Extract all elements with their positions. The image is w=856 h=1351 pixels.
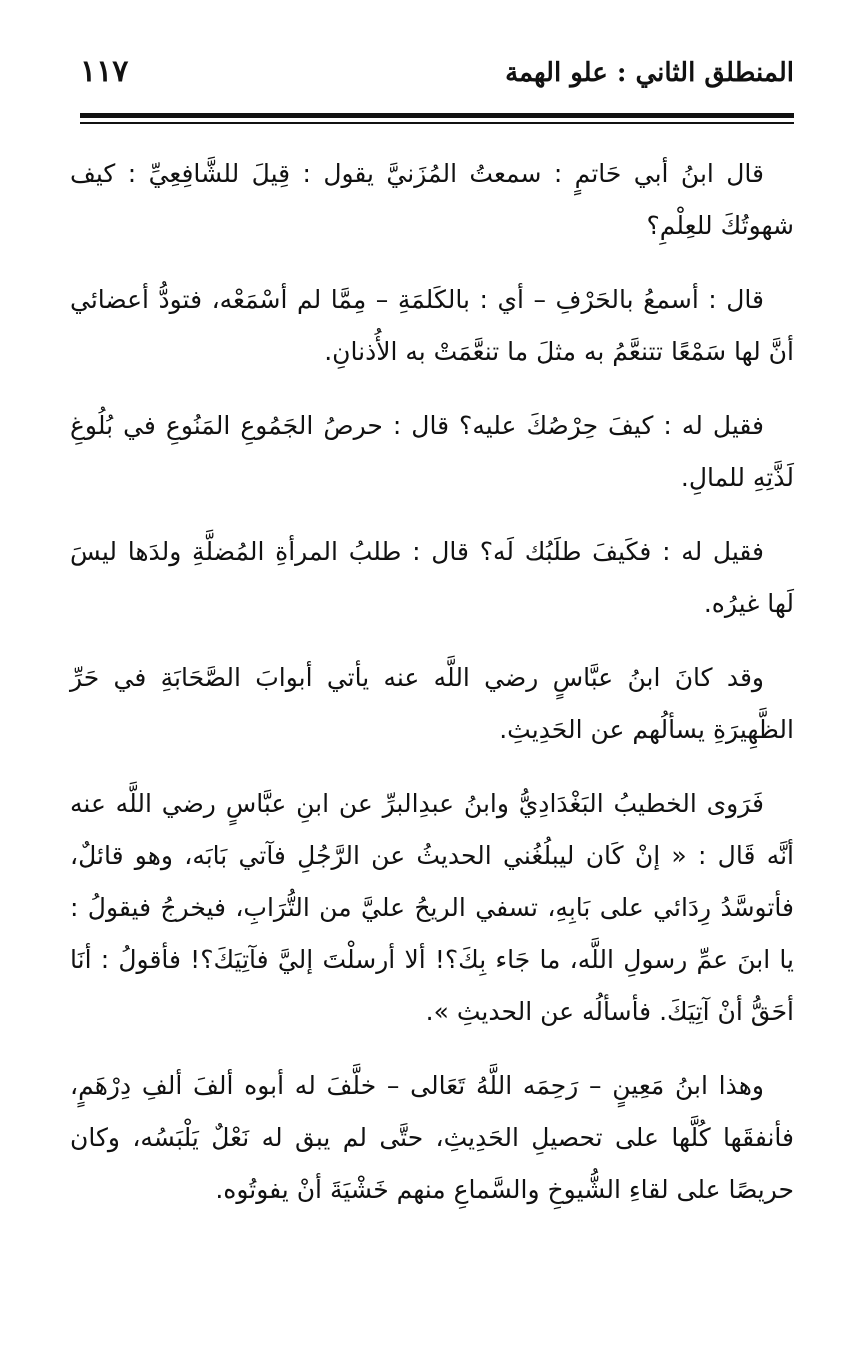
page-header: [80, 52, 794, 102]
running-title: المنطلق الثاني : علو الهمة: [505, 58, 794, 88]
paragraph: فقيل له : فكَيفَ طلَبُك لَه؟ قال : طلبُ المرأةِ المُضلَّةِ ولدَها ليسَ لَها غيرُه.: [70, 537, 794, 618]
body-text: [70, 148, 794, 1238]
paragraph: فَرَوى الخطيبُ البَغْدَادِيُّ وابنُ عبدِالبرِّ عن ابنِ عبَّاسٍ رضي اللَّه عنه أنَّه قَال : « إنْ كَان ليبلُغُني الحديثُ عن الرَّجُلِ فآتي بَابَه، وهو قائلٌ، فأتوسَّدُ رِدَائي على بَابِهِ، تسفي الريحُ عليَّ من التُّرَابِ، فيخرجُ فيقولُ : يا ابنَ عمِّ رسولِ اللَّه، ما جَاء بِكَ؟! ألا أرسلْتَ إليَّ فآتِيَكَ؟! فأقولُ : أنَا أحَقُّ أنْ آتِيَكَ. فأسألُه عن الحديثِ ».: [70, 789, 794, 1026]
header-rule-thin: [80, 122, 794, 124]
paragraph: قال ابنُ أبي حَاتمٍ : سمعتُ المُزَنيَّ يقول : قِيلَ للشَّافِعِيِّ : كيف شهوتُكَ للعِلْمِ؟: [70, 159, 794, 240]
paragraph: فقيل له : كيفَ حِرْصُكَ عليه؟ قال : حرصُ الجَمُوعِ المَنُوعِ في بُلُوغِ لَذَّتِهِ للمالِ.: [70, 411, 794, 492]
paragraph: وقد كانَ ابنُ عبَّاسٍ رضي اللَّه عنه يأتي أبوابَ الصَّحَابَةِ في حَرِّ الظَّهِيرَةِ يسألُهم عن الحَدِيثِ.: [70, 663, 794, 744]
header-rule-thick: [80, 113, 794, 118]
paragraph: قال : أسمعُ بالحَرْفِ – أي : بالكَلمَةِ – مِمَّا لم أسْمَعْه، فتودُّ أعضائي أنَّ لها سَمْعًا تتنعَّمُ به مثلَ ما تنعَّمَتْ به الأُذنانِ.: [70, 285, 794, 366]
paragraph: وهذا ابنُ مَعِينٍ – رَحِمَه اللَّهُ تَعَالى – خلَّفَ له أبوه ألفَ ألفِ دِرْهَمٍ، فأنفقَها كُلَّها على تحصيلِ الحَدِيثِ، حتَّى لم يبق له نَعْلٌ يَلْبَسُه، وكان حريصًا على لقاءِ الشُّيوخِ والسَّماعِ منهم خَشْيَةَ أنْ يفوتُوه.: [70, 1071, 794, 1204]
page-number: ١١٧: [80, 54, 129, 89]
